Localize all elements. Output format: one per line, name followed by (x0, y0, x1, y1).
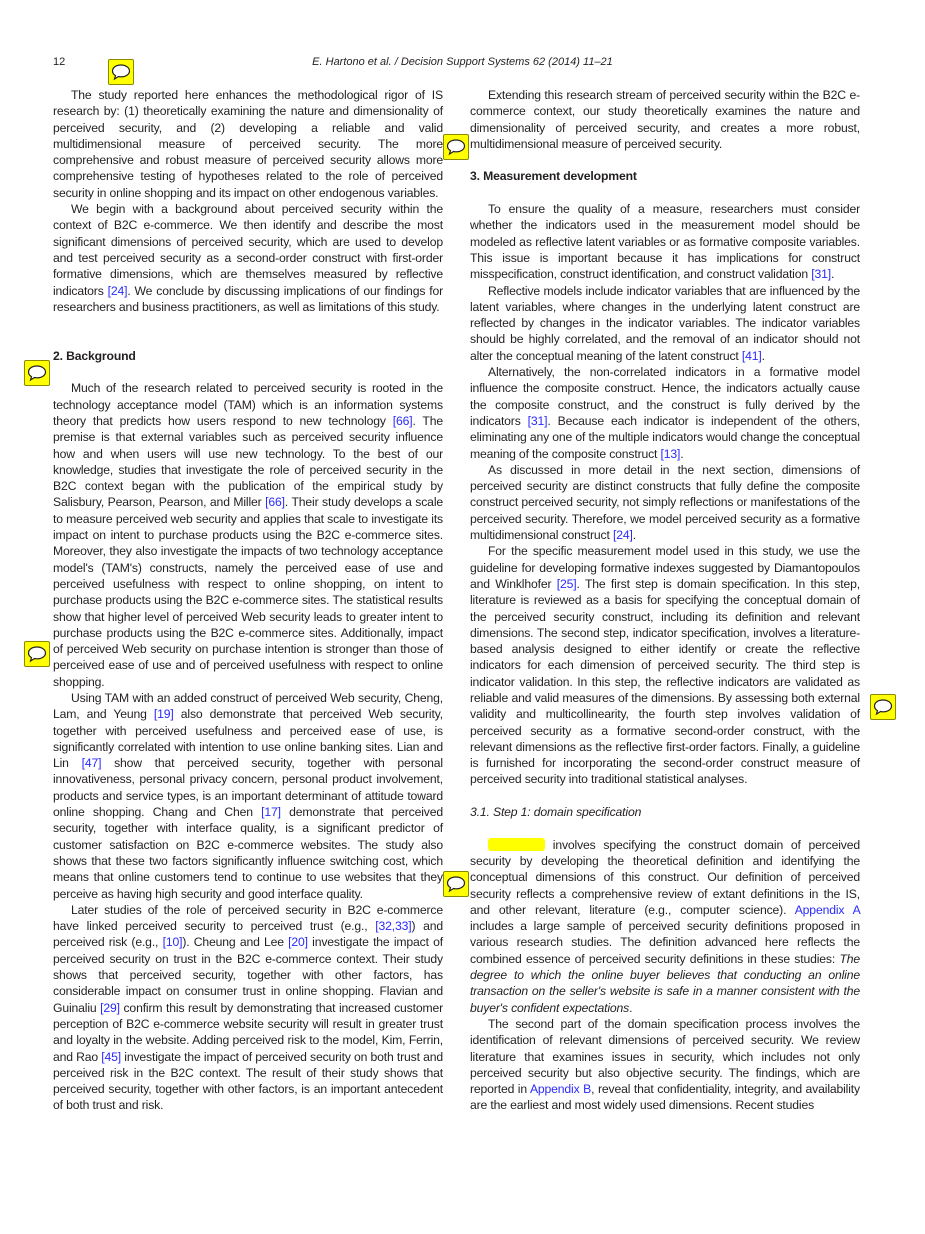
citation-link[interactable]: [47] (81, 756, 102, 771)
text-run: As discussed in more detail in the next section, dimensions of perceived security are distinct constructs that fully define the composite construct perceived security, not simply reflections or manifestations of the perceived security. Therefore, we model perceived security as a formative multidimensional construct (470, 462, 860, 543)
text-run: . The premise is that external variables such as perceived security influence how and when users will use new technology. To the best of our knowledge, studies that investigate the role of perceived security in the B2C context began with the publication of the empirical study by Salisbury, Pearson, Pearson, and Miller (53, 413, 443, 510)
text-run: . (680, 446, 684, 461)
text-run: also demonstrate that perceived Web security, together with perceived usefulness and perceived ease of use, is significantly correlated with intention to use online banking sites. Lian and Lin (53, 707, 443, 771)
citation-link[interactable]: [45] (101, 1049, 122, 1064)
paragraph (53, 201, 443, 315)
comment-note-icon[interactable] (24, 641, 50, 667)
speech-bubble-icon (446, 875, 466, 893)
spacer (470, 152, 860, 168)
paragraph (470, 543, 860, 787)
text-run: ) and perceived risk (e.g., (53, 919, 443, 950)
text-run: To ensure the quality of a measure, researchers must consider whether the indicators used in the measurement model should be modeled as reflective latent variables or as formative composite variables. This issue is important because it has implications for construct misspecification, construct identification, and construct validation (470, 202, 860, 282)
comment-note-icon[interactable] (108, 59, 134, 85)
subsection-heading: 3.1. Step 1: domain specification (470, 805, 642, 820)
text-run: Using TAM with an added construct of perceived Web security, Cheng, Lam, and Yeung (53, 690, 443, 722)
speech-bubble-icon (111, 63, 131, 81)
text-run: Much of the research related to perceived security is rooted in the technology acceptance model (TAM) which is an information systems theory that predicts how users respond to new technology (53, 381, 443, 428)
citation-link[interactable]: [19] (153, 707, 174, 722)
text-run: . (629, 1000, 633, 1015)
citation-link[interactable]: Appendix A (794, 902, 860, 917)
paragraph (53, 87, 443, 201)
paragraph (470, 201, 860, 282)
comment-note-icon[interactable] (443, 134, 469, 160)
speech-bubble-icon (446, 138, 466, 156)
paragraph (53, 902, 443, 1114)
citation-link[interactable]: [24] (612, 528, 633, 543)
citation-link[interactable]: [17] (261, 805, 281, 820)
spacer (53, 364, 443, 380)
paragraph (53, 380, 443, 690)
left-column (53, 87, 443, 1114)
paragraph (470, 87, 860, 152)
text-run: . (761, 348, 765, 363)
comment-note-icon[interactable] (870, 694, 896, 720)
text-run: . (830, 267, 835, 282)
citation-link[interactable]: [20] (288, 935, 308, 950)
page-number: 12 (53, 56, 66, 68)
speech-bubble-icon (27, 645, 47, 663)
text-run: The second part of the domain specification process involves the identification of relevant dimensions of perceived security. We review literature that examines issues in security, which includes not only perceived security but also objective security. The findings, which are reported in (470, 1016, 860, 1097)
spacer (470, 820, 860, 836)
text-run: Extending this research stream of perceived security within the B2C e-commerce context, our study theoretically examines the nature and dimensionality of perceived security, and creates a more robust, multidimensional measure of perceived security. (470, 88, 860, 151)
text-run: Later studies of the role of perceived security in B2C e-commerce have linked perceived security to perceived trust (e.g., (53, 902, 443, 934)
text-run: Reflective models include indicator variables that are influenced by the latent variables, where changes in the underlying latent construct are reflected by changes in the indicator variables. The indicator variables should be highly correlated, and the removal of an indicator should not alter the conceptual meaning of the latent construct (470, 283, 860, 363)
text-run: . (632, 528, 636, 543)
paragraph (470, 364, 860, 462)
comment-note-icon[interactable] (443, 871, 469, 897)
text-run: . Because each indicator is independent of the others, eliminating any one of the multiple indicators would change the conceptual meaning of the composite construct (470, 413, 860, 461)
spacer (470, 185, 860, 201)
text-run: confirm this result by demonstrating that increased customer perception of B2C e-commerce website security will result in greater trust and loyalty in the website. Adding perceived risk to the model, Kim, Ferrin, and Rao (53, 1000, 443, 1064)
citation-link[interactable]: [31] (811, 267, 831, 282)
citation-link[interactable]: [31] (527, 413, 548, 428)
spacer (53, 315, 443, 348)
text-run: ). Cheung and Lee (182, 935, 289, 950)
citation-link[interactable]: [32,33] (375, 919, 412, 934)
text-run: Alternatively, the non-correlated indicators in a formative model influence the composite construct. Hence, the indicators actually cause the composite construct, and the construct is fully derived by the indicators (470, 365, 860, 428)
running-title: E. Hartono et al. / Decision Support Systems 62 (2014) 11–21 (312, 56, 613, 68)
paragraph (470, 837, 860, 1016)
text-run: show that perceived security, together with personal innovativeness, personal privacy concern, personal product involvement, products and service types, is an important determinant of attitude toward online shopping. Chang and Chen (53, 756, 443, 820)
definition-text: The degree to which the online buyer believes that conducting an online transaction on the seller's website is safe in a manner consistent with the buyer's confident expectations (470, 951, 860, 1015)
citation-link[interactable]: [10] (162, 935, 183, 950)
section-heading: 3. Measurement development (470, 169, 637, 184)
text-run: involves specifying the construct domain of perceived security by developing the theoretical definition and identifying the conceptual dimensions of this construct. Our definition of perceived security reflects a comprehensive review of extant definitions in the IS, and other relevant, literature (e.g., computer science). (470, 837, 860, 917)
text-run: For the specific measurement model used in this study, we use the guideline for developing formative indexes suggested by Diamantopoulos and Winklhofer (470, 544, 860, 591)
comment-note-icon[interactable] (24, 360, 50, 386)
paragraph (470, 1016, 860, 1114)
text-run: . The first step is domain specification. In this step, literature is reviewed as a basis for specifying the conceptual domain of the perceived security construct, including its definition and relevant dimensions. The second step, indicator specification, involves a literature-based analysis designed to either identify or create the reflective indicators for each dimension of perceived security. The third step is indicator validation. In this step, the reflective indicators are validated as reliable and valid measures of the dimensions. By assessing both external validity and multicollinearity, the fourth step involves validation of perceived security as a formative second-order construct, with the relevant dimensions as the reflective first-order factors. Finally, a guideline is furnished for incorporating the second-order construct measure of perceived security into traditional statistical analyses. (470, 576, 860, 787)
spacer (470, 788, 860, 804)
text-run: investigate the impact of perceived security on trust in the B2C e-commerce context. Their study shows that perceived security, together with other factors, has considerable impact on consumer trust in online shopping. Flavian and Guinaliu (53, 935, 443, 1015)
paragraph (470, 462, 860, 543)
text-run: , reveal that confidentiality, integrity, and availability are the earliest and most widely used dimensions. Recent studies (470, 1082, 860, 1113)
paragraph (53, 690, 443, 902)
speech-bubble-icon (27, 364, 47, 382)
citation-link[interactable]: [24] (107, 283, 128, 298)
text-run: The study reported here enhances the methodological rigor of IS research by: (1) theoretically examining the nature and dimensionality of perceived security, and (2) developing a reliable and valid multidimensional measure of perceived security. The more comprehensive and robust measure of perceived security allows more comprehensive testing of hypotheses related to the role of perceived security in online shopping and its impact on other endogenous variables. (53, 88, 443, 200)
text-run: We begin with a background about perceived security within the context of B2C e-commerce. We then identify and describe the most significant dimensions of perceived security, which are used to develop and test perceived security as a second-order construct with first-order formative dimensions, which are themselves measured by reflective indicators (53, 202, 443, 298)
citation-link[interactable]: [13] (660, 446, 681, 461)
right-column (470, 87, 860, 1114)
text-run: . Their study develops a scale to measure perceived web security and applies that scale to investigate its impact on intent to purchase products using the B2C e-commerce sites. Moreover, they also investigate the impacts of two technology acceptance model's (TAM's) constructs, namely the perceived ease of use and perceived usefulness with respect to online shopping, on intent to purchase products using the B2C e-commerce sites. The statistical results show that higher level of perceived Web security leads to greater intent to purchase products using the B2C e-commerce sites. Additionally, impact of perceived Web security on purchase intention is stronger than those of perceived ease of use and of perceived usefulness with respect to online shopping. (53, 495, 444, 689)
citation-link[interactable]: [41] (741, 348, 762, 363)
text-run: . We conclude by discussing implications of our findings for researchers and business practitioners, as well as limitations of this study. (53, 283, 443, 314)
citation-link[interactable]: [66] (392, 413, 413, 428)
speech-bubble-icon (873, 698, 893, 716)
citation-link[interactable]: [25] (556, 576, 577, 591)
text-run: demonstrate that perceived security, together with interface quality, is a significant predictor of customer satisfaction on B2C e-commerce websites. The study also shows that these two factors significantly influence switching cost, which means that online customers tend to continue to use websites that they perceive as having high security and good interface quality. (53, 805, 443, 901)
citation-link[interactable]: Appendix B (529, 1082, 592, 1097)
section-heading: 2. Background (53, 348, 136, 363)
text-run: includes a large sample of perceived security definitions proposed in various research studies. The definition advanced here reflects the combined essence of perceived security definitions in these studies: (470, 919, 860, 966)
highlight-annotation[interactable] (488, 838, 545, 851)
text-run: investigate the impact of perceived security on both trust and perceived risk in the B2C context. The result of their study shows that perceived security, together with other factors, is an important antecedent of both trust and risk. (53, 1049, 444, 1113)
citation-link[interactable]: [66] (265, 495, 285, 510)
citation-link[interactable]: [29] (100, 1000, 120, 1015)
paragraph (470, 283, 860, 364)
